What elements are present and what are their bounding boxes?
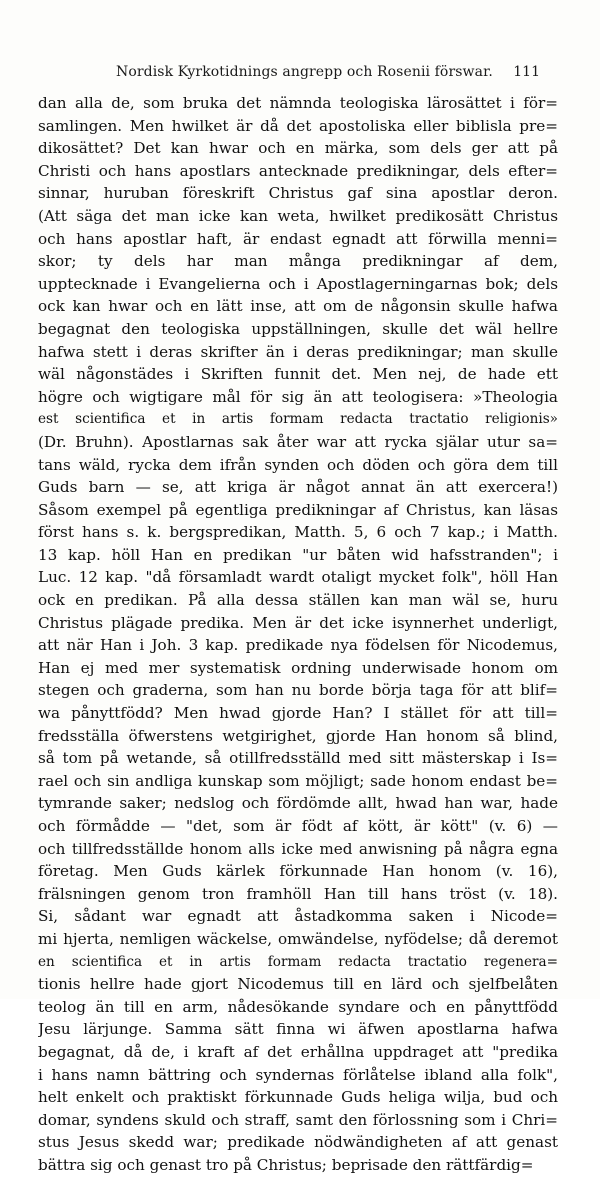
text-line: högre och wigtigare mål för sig än att teologisera: »Theologia [38,387,558,406]
text-line: (Dr. Bruhn). Apostlarnas sak åter war att rycka själar utur sa= [38,432,558,451]
text-line: domar, syndens skuld och straff, samt den förlossning som i Chri= [38,1110,558,1129]
text-line: tymrande saker; nedslog och fördömde allt, hwad han war, hade [38,794,558,813]
text-line: begagnat den teologiska uppställningen, skulle det wäl hellre [38,319,558,338]
text-line: (Att säga det man icke kan weta, hwilket predikosätt Christus [38,206,558,225]
text-line: sinnar, huruban föreskrift Christus gaf sina apostlar deron. [38,184,558,203]
text-line: bättra sig och genast tro på Christus; beprisade den rättfärdig= [38,1155,534,1174]
text-line: begagnat, då de, i kraft af det erhållna uppdraget att "predika [38,1042,558,1061]
text-line: fredsställa öfwerstens wetgirighet, gjorde Han honom så blind, [38,726,558,745]
text-line: wa pånyttfödd? Men hwad gjorde Han? I stället för att till= [38,704,558,723]
text-line: stus Jesus skedd war; predikade nödwändigheten af att genast [38,1133,558,1152]
text-line: först hans s. k. bergspredikan, Matth. 5, 6 och 7 kap.; i Matth. [38,523,558,542]
text-line: en scientifica et in artis formam redacta tractatio regenera= [38,953,558,970]
text-line: Såsom exempel på egentliga predikningar af Christus, kan läsas [38,500,558,519]
text-line: 13 kap. höll Han en predikan "ur båten wid hafsstranden"; i [38,545,558,564]
text-line: och hans apostlar haft, är endast egnadt att förwilla menni= [38,229,558,248]
text-line: Christi och hans apostlars antecknade predikningar, dels efter= [38,161,558,180]
text-line: dan alla de, som bruka det nämnda teologiska lärosättet i för= [38,94,558,112]
text-line: Jesu lärjunge. Samma sätt finna wi äfwen apostlarna hafwa [38,1020,558,1039]
text-line: dikosättet? Det kan hwar och en märka, som dels ger att på [38,139,558,158]
text-line: wäl någonstädes i Skriften funnit det. Men nej, de hade ett [38,365,558,384]
text-line: Christus plägade predika. Men är det icke isynnerhet underligt, [38,613,558,632]
text-line: ock kan hwar och en lätt inse, att om de någonsin skulle hafwa [38,297,558,316]
text-line: stegen och graderna, som han nu borde börja taga för att blif= [38,681,558,700]
text-line: upptecknade i Evangelierna och i Apostlagerningarnas bok; dels [38,274,558,293]
text-line: teolog än till en arm, nådesökande syndare och en pånyttfödd [38,997,558,1016]
text-line: ock en predikan. På alla dessa ställen kan man wäl se, huru [38,591,558,610]
text-line: rael och sin andliga kunskap som möjligt; sade honom endast be= [38,771,558,790]
text-line: hafwa stett i deras skrifter än i deras predikningar; man skulle [38,342,558,361]
text-line: tans wäld, rycka dem ifrån synden och döden och göra dem till [38,455,558,474]
body-text [38,92,558,1177]
text-line: tionis hellre hade gjort Nicodemus till en lärd och sjelfbelåten [38,975,558,994]
text-line: i hans namn bättring och syndernas förlåtelse ibland alla folk", [38,1065,558,1084]
text-line: och tillfredsställde honom alls icke med anwisning på några egna [38,839,558,858]
text-line: skor; ty dels har man många predikningar af dem, [38,252,558,271]
text-line: Guds barn — se, att kriga är något annat än att exercera!) [38,478,558,497]
text-line: Luc. 12 kap. "då församladt wardt otaligt mycket folk", höll Han [38,568,558,587]
text-line: företag. Men Guds kärlek förkunnade Han honom (v. 16), [38,862,558,881]
text-line: Han ej med mer systematisk ordning underwisade honom om [38,658,558,677]
running-title: Nordisk Kyrkotidnings angrepp och Rosenii förswar. [116,64,493,80]
text-line: Si, sådant war egnadt att åstadkomma saken i Nicode= [38,907,558,926]
text-line: est scientifica et in artis formam redacta tractatio religionis» [38,411,558,428]
text-line: frälsningen genom tron framhöll Han till hans tröst (v. 18). [38,884,558,903]
text-line: samlingen. Men hwilket är då det apostoliska eller biblisla pre= [38,116,558,135]
text-line: så tom på wetande, så otillfredsställd med sitt mästerskap i Is= [38,749,558,768]
page-number: 111 [513,64,540,80]
running-head [70,62,540,84]
text-line: att när Han i Joh. 3 kap. predikade nya födelsen för Nicodemus, [38,636,558,655]
text-line: och förmådde — "det, som är födt af kött, är kött" (v. 6) — [38,817,558,835]
text-line: helt enkelt och praktiskt förkunnade Guds heliga wilja, bud och [38,1088,558,1107]
text-line: mi hjerta, nemligen wäckelse, omwändelse, nyfödelse; då deremot [38,929,558,948]
